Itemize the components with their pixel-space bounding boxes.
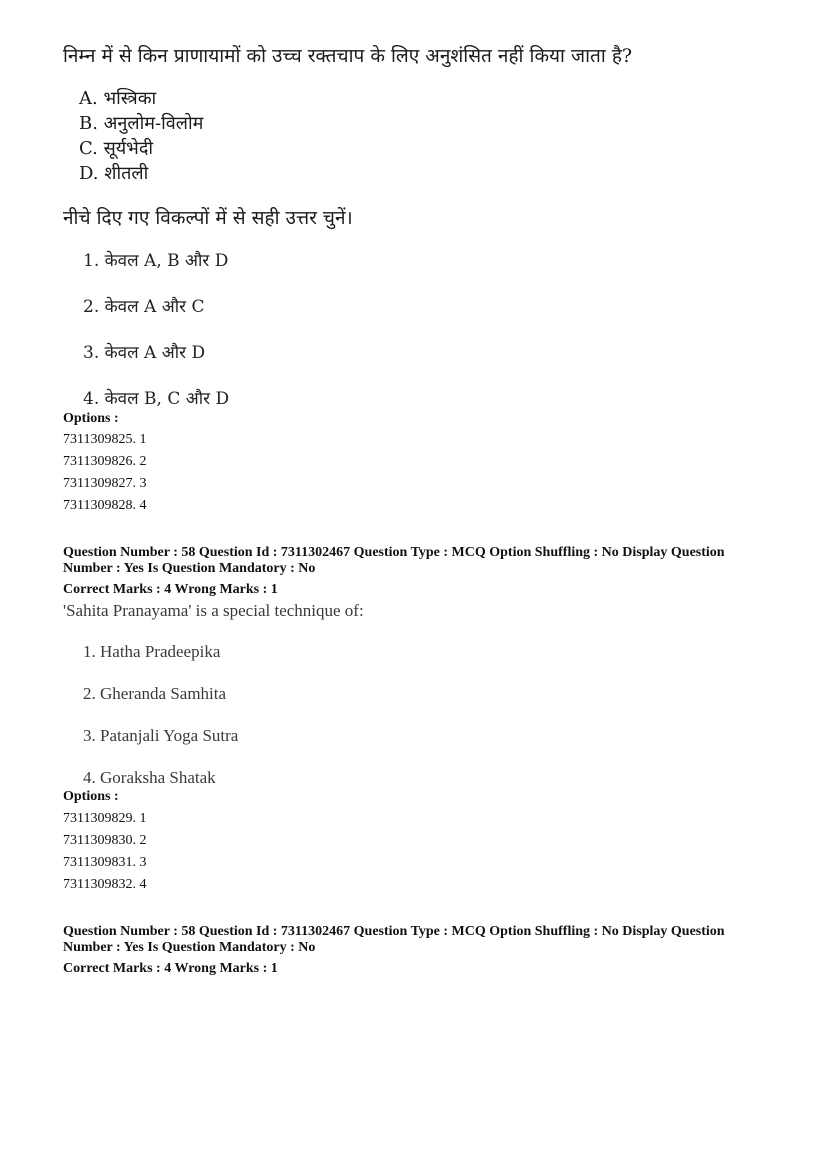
hindi-choice-4: 4. केवल B, C और D <box>83 389 230 409</box>
hindi-item-d: D. शीतली <box>79 163 149 184</box>
hindi-instruction: नीचे दिए गए विकल्पों में से सही उत्तर चुनें। <box>63 207 353 229</box>
option-id-line: 7311309831. 3 <box>63 855 147 870</box>
hindi-choice-3: 3. केवल A और D <box>83 343 206 363</box>
hindi-choice-2: 2. केवल A और C <box>83 297 205 317</box>
question-meta-line: Question Number : 58 Question Id : 7311302467 Question Type : MCQ Option Shuffling : No Display Question <box>63 924 725 939</box>
question-meta-line: Number : Yes Is Question Mandatory : No <box>63 561 316 576</box>
question-meta-line: Question Number : 58 Question Id : 7311302467 Question Type : MCQ Option Shuffling : No Display Question <box>63 545 725 560</box>
hindi-item-a: A. भस्त्रिका <box>79 88 157 109</box>
option-id-line: 7311309830. 2 <box>63 833 147 848</box>
hindi-item-c: C. सूर्यभेदी <box>79 138 154 159</box>
marks-line: Correct Marks : 4 Wrong Marks : 1 <box>63 961 278 976</box>
option-id-line: 7311309825. 1 <box>63 432 147 447</box>
english-choice-4: 4. Goraksha Shatak <box>83 768 216 787</box>
english-choice-2: 2. Gheranda Samhita <box>83 684 227 703</box>
option-id-line: 7311309832. 4 <box>63 877 147 892</box>
english-question-stem: 'Sahita Pranayama' is a special technique of: <box>63 601 364 620</box>
option-id-line: 7311309829. 1 <box>63 811 147 826</box>
hindi-item-b: B. अनुलोम-विलोम <box>79 113 204 134</box>
marks-line: Correct Marks : 4 Wrong Marks : 1 <box>63 582 278 597</box>
option-id-line: 7311309826. 2 <box>63 454 147 469</box>
options-label: Options : <box>63 411 119 426</box>
option-id-line: 7311309827. 3 <box>63 476 147 491</box>
hindi-choice-1: 1. केवल A, B और D <box>83 251 229 271</box>
english-choice-3: 3. Patanjali Yoga Sutra <box>83 726 239 745</box>
hindi-question-stem: निम्न में से किन प्राणायामों को उच्च रक्तचाप के लिए अनुशंसित नहीं किया जाता है? <box>63 45 633 67</box>
question-meta-line: Number : Yes Is Question Mandatory : No <box>63 940 316 955</box>
option-id-line: 7311309828. 4 <box>63 498 147 513</box>
english-choice-1: 1. Hatha Pradeepika <box>83 642 221 661</box>
options-label: Options : <box>63 789 119 804</box>
